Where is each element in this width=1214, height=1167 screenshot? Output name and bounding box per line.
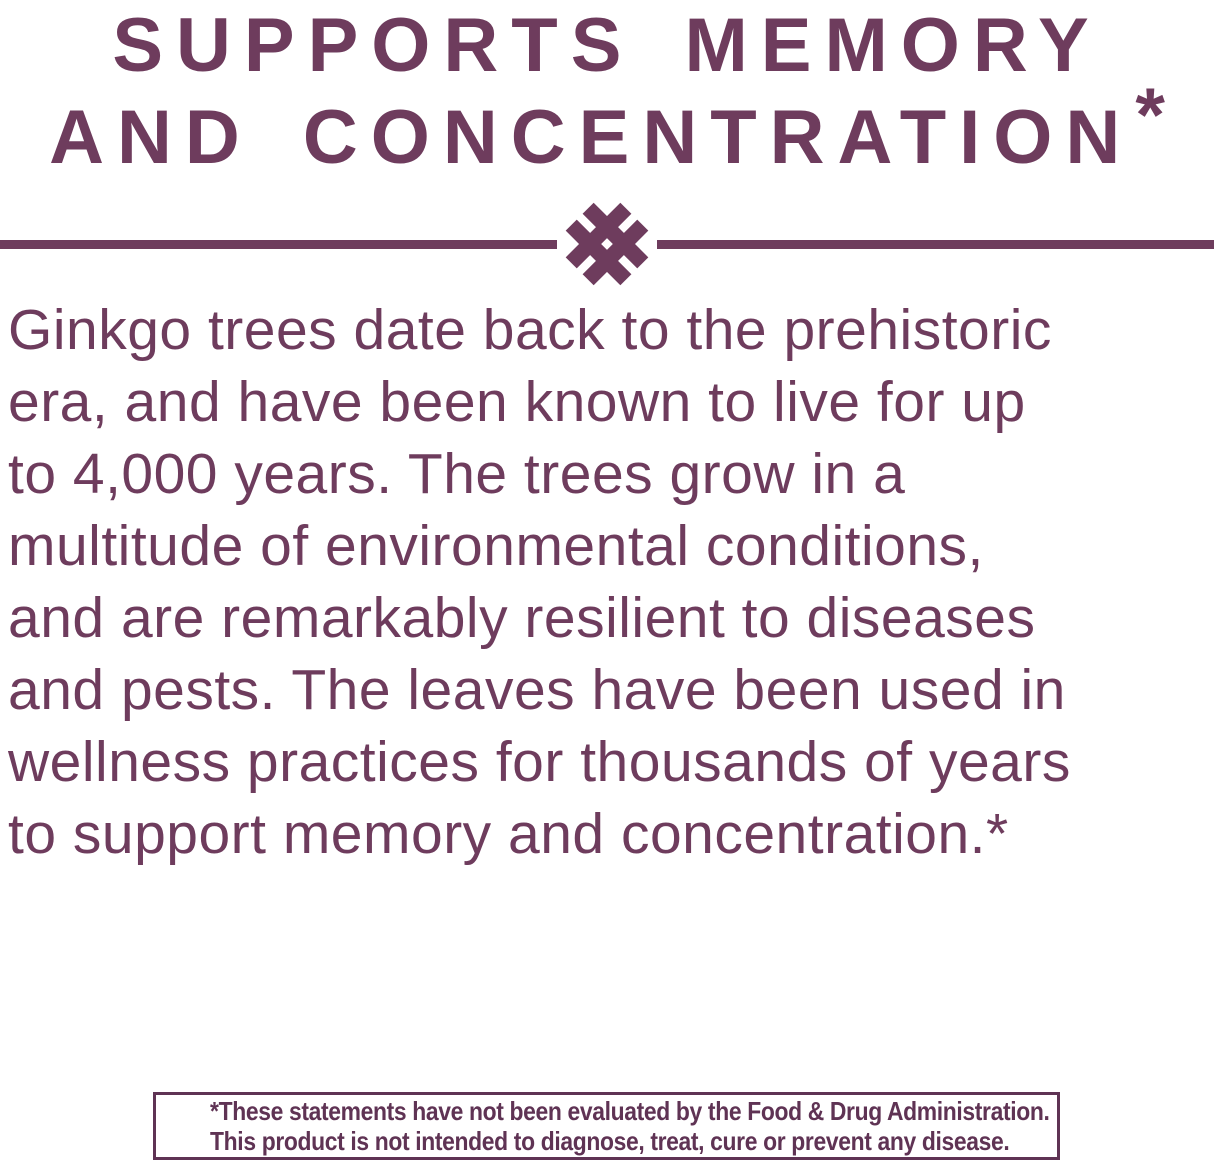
body-line: wellness practices for thousands of years <box>8 730 1071 794</box>
body-line: multitude of environmental conditions, <box>8 514 984 578</box>
title-line-2-text: AND CONCENTRATION <box>49 95 1134 180</box>
diamond-hash-ornament-icon <box>561 198 653 290</box>
body-copy <box>8 294 1210 870</box>
fda-disclaimer-box <box>153 1092 1060 1160</box>
body-line: Ginkgo trees date back to the prehistoric <box>8 298 1052 362</box>
body-line: to support memory and concentration.* <box>8 802 1009 866</box>
title-line-2 <box>0 73 1214 184</box>
divider-rule-left <box>0 240 557 249</box>
footnote-asterisk: * <box>1135 73 1165 158</box>
body-line: and are remarkably resilient to diseases <box>8 586 1036 650</box>
disclaimer-line-2: This product is not intended to diagnose, treat, cure or prevent any disease. <box>210 1126 1010 1156</box>
divider-rule-right <box>657 240 1214 249</box>
divider <box>0 198 1214 290</box>
body-line: and pests. The leaves have been used in <box>8 658 1066 722</box>
page-title <box>0 0 1214 184</box>
body-line: to 4,000 years. The trees grow in a <box>8 442 906 506</box>
body-line: era, and have been known to live for up <box>8 370 1026 434</box>
disclaimer-line-1: *These statements have not been evaluated by the Food & Drug Administration. <box>210 1096 1050 1126</box>
title-line-1: SUPPORTS MEMORY <box>112 3 1102 88</box>
